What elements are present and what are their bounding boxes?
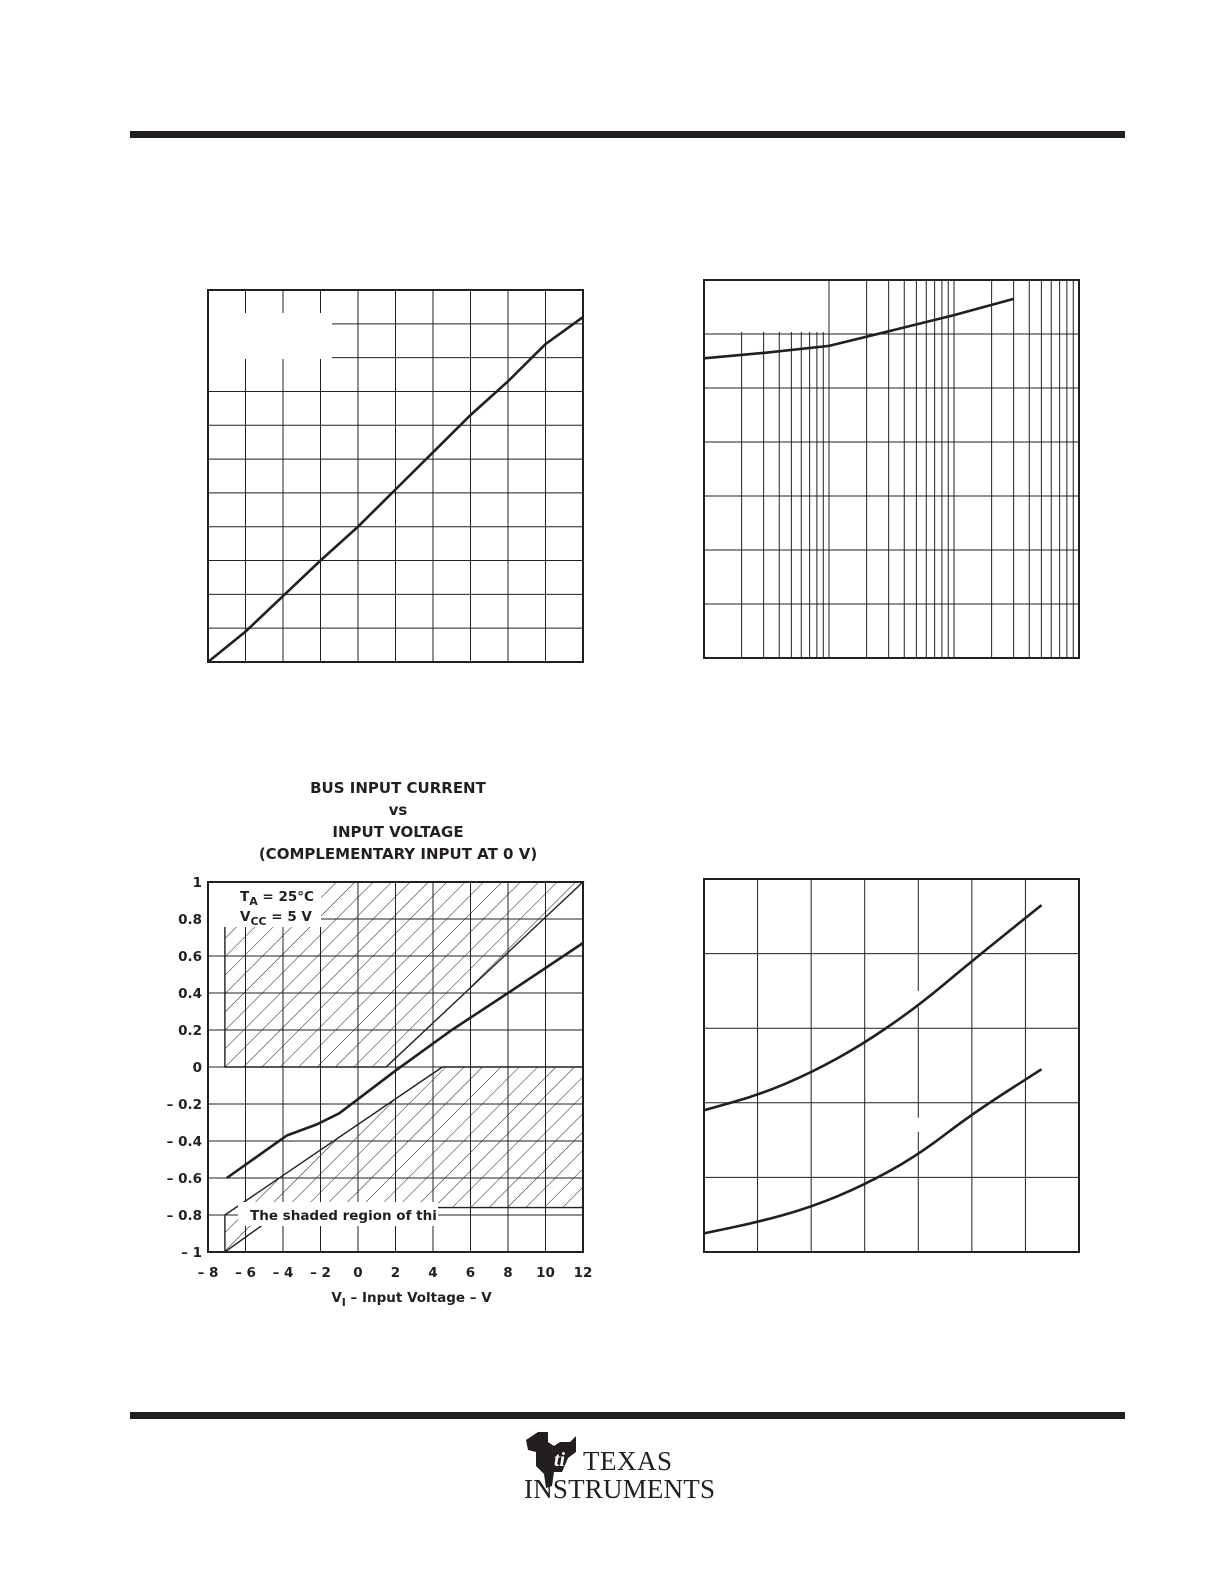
condition-supply-value: = 5 V bbox=[266, 909, 312, 925]
series-line bbox=[704, 1069, 1042, 1233]
svg-text:ti: ti bbox=[554, 1449, 566, 1471]
x-axis-label-text: – Input Voltage – V bbox=[345, 1290, 492, 1306]
label-gap bbox=[914, 1118, 920, 1132]
chart-title-line1: BUS INPUT CURRENT bbox=[310, 779, 486, 797]
chart-bottom-right bbox=[703, 878, 1081, 1255]
x-tick-label: – 6 bbox=[235, 1265, 256, 1281]
ti-logo-line2: INSTRUMENTS bbox=[524, 1474, 716, 1504]
x-tick-label: – 8 bbox=[197, 1265, 219, 1281]
y-tick-label: 0.4 bbox=[178, 986, 202, 1002]
x-tick-label: 12 bbox=[573, 1265, 593, 1281]
x-axis-label-subscript: I bbox=[341, 1296, 346, 1309]
x-axis-label-symbol: V bbox=[331, 1290, 342, 1306]
x-axis-label bbox=[331, 1290, 492, 1309]
y-tick-label: 0.2 bbox=[178, 1023, 202, 1039]
chart-title bbox=[210, 777, 586, 865]
chart-top-right bbox=[703, 279, 1081, 661]
legend-mask bbox=[704, 280, 826, 332]
y-tick-label: 0.8 bbox=[178, 912, 202, 928]
y-tick-label: 1 bbox=[192, 875, 202, 891]
condition-supply-symbol: V bbox=[240, 909, 251, 925]
y-tick-label: 0 bbox=[192, 1060, 202, 1076]
x-tick-label: 0 bbox=[353, 1265, 363, 1281]
y-tick-label: 0.6 bbox=[178, 949, 202, 965]
condition-temperature-value: = 25°C bbox=[257, 889, 314, 905]
chart-bus-input-current bbox=[150, 866, 610, 1316]
x-tick-label: 4 bbox=[428, 1265, 438, 1281]
plot-frame bbox=[704, 280, 1079, 658]
chart-title-vs: vs bbox=[388, 801, 408, 819]
x-tick-label: 8 bbox=[503, 1265, 513, 1281]
chart-subtitle: (COMPLEMENTARY INPUT AT 0 V) bbox=[258, 845, 538, 863]
legend-mask bbox=[705, 880, 757, 952]
y-tick-label: – 0.4 bbox=[166, 1134, 202, 1150]
y-tick-label: – 0.8 bbox=[166, 1208, 202, 1224]
y-tick-label: – 0.2 bbox=[166, 1097, 202, 1113]
x-tick-label: – 2 bbox=[310, 1265, 331, 1281]
chart-top-left bbox=[207, 289, 585, 665]
x-tick-label: 6 bbox=[465, 1265, 476, 1281]
footer-rule bbox=[130, 1412, 1125, 1419]
legend-mask bbox=[208, 313, 332, 359]
y-tick-label: – 0.6 bbox=[166, 1171, 202, 1187]
condition-temperature-subscript: A bbox=[249, 895, 258, 908]
annotation-text: The shaded region of thi bbox=[250, 1208, 437, 1224]
condition-temperature-symbol: T bbox=[240, 889, 250, 905]
y-tick-label: – 1 bbox=[181, 1245, 202, 1261]
plot-frame bbox=[704, 879, 1079, 1252]
header-rule bbox=[130, 131, 1125, 138]
x-tick-label: 10 bbox=[536, 1265, 555, 1281]
x-tick-label: 2 bbox=[390, 1265, 401, 1281]
chart-title-line3: INPUT VOLTAGE bbox=[332, 823, 464, 841]
x-tick-label: – 4 bbox=[272, 1265, 294, 1281]
ti-logo bbox=[524, 1428, 730, 1508]
ti-logo-line1: TEXAS bbox=[583, 1446, 673, 1476]
condition-supply-subscript: CC bbox=[250, 915, 267, 928]
